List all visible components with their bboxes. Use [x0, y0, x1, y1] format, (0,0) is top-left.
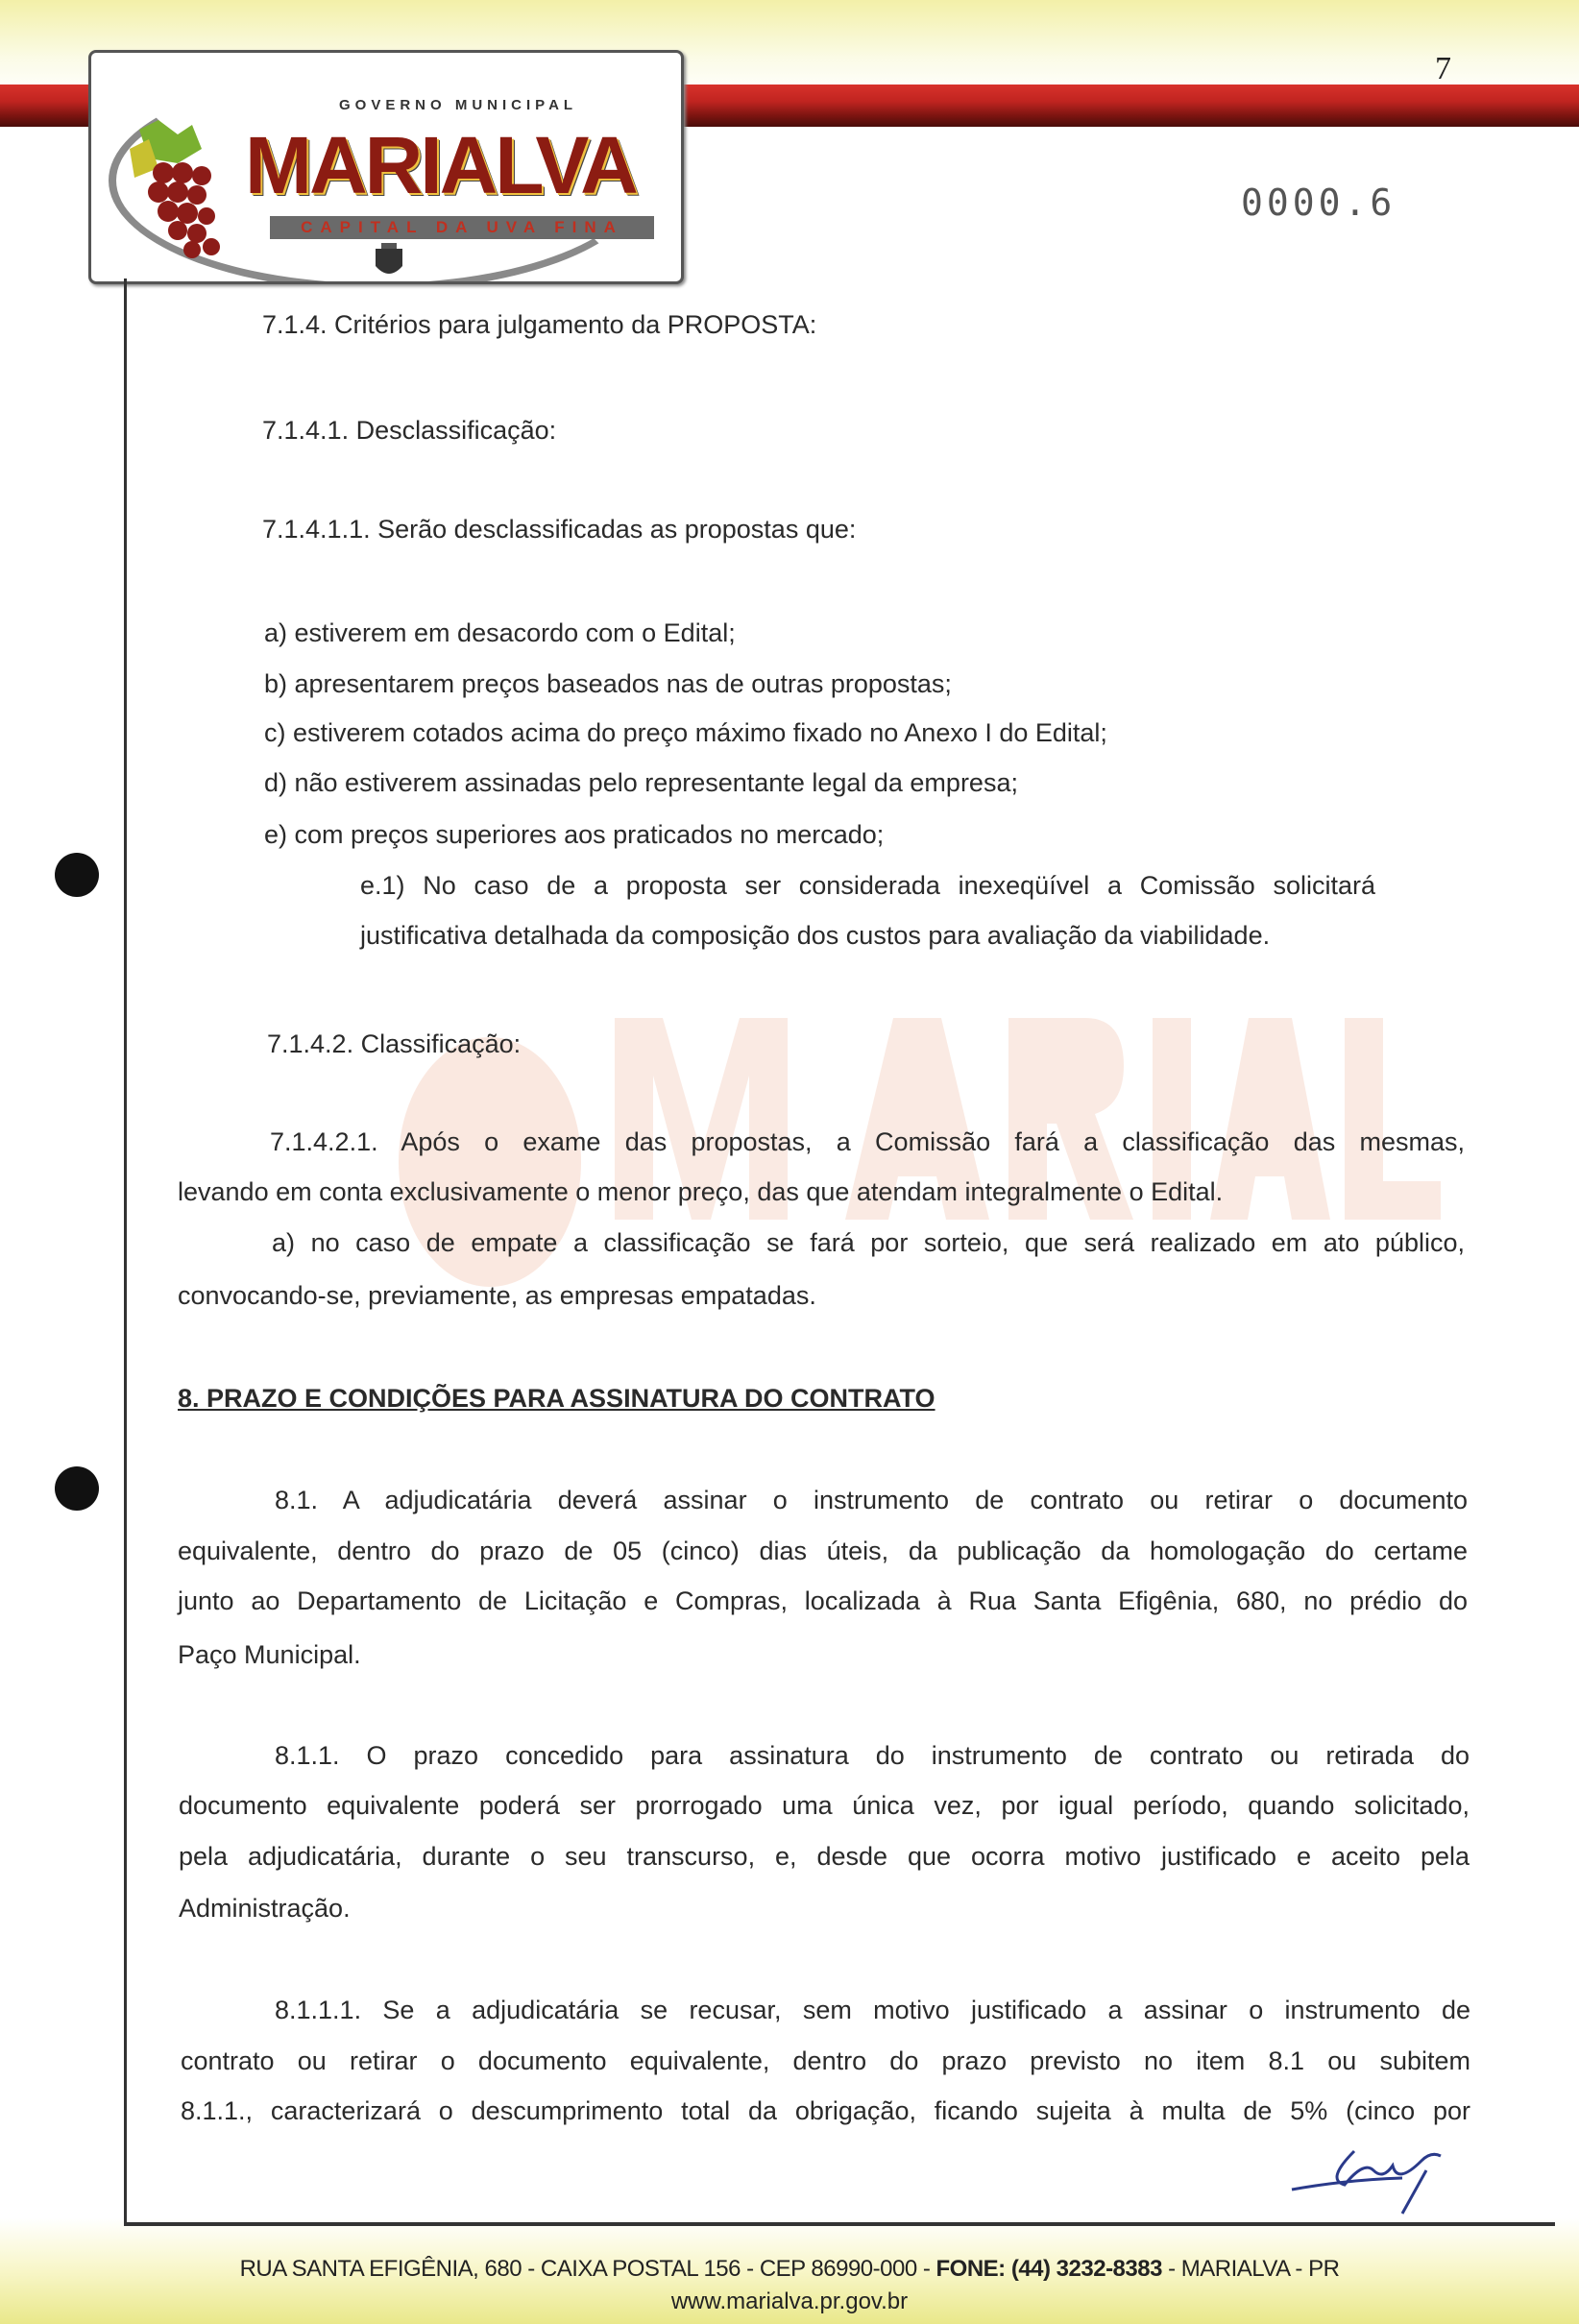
punch-hole: [55, 853, 99, 897]
list-item: e) com preços superiores aos praticados no mercado;: [264, 820, 885, 849]
section-7-1-4-2: 7.1.4.2. Classificação:: [267, 1029, 522, 1058]
list-item: d) não estiverem assinadas pelo representante legal da empresa;: [264, 768, 1018, 797]
logo-government-label: GOVERNO MUNICIPAL: [339, 97, 578, 113]
paragraph-line: 8.1. A adjudicatária deverá assinar o instrumento de contrato ou retirar o documento: [275, 1486, 1468, 1514]
logo-city-name: MARIALVA: [245, 120, 636, 210]
left-border-line: [124, 278, 127, 2224]
paragraph-line: convocando-se, previamente, as empresas empatadas.: [178, 1281, 816, 1310]
list-item: c) estiverem cotados acima do preço máximo fixado no Anexo I do Edital;: [264, 718, 1107, 747]
footer-street: RUA SANTA EFIGÊNIA, 680 - CAIXA POSTAL 156 - CEP 86990-000 -: [239, 2256, 936, 2282]
logo-tagline: CAPITAL DA UVA FINA: [270, 216, 654, 239]
paragraph-line: 8.1.1.1. Se a adjudicatária se recusar, sem motivo justificado a assinar o instrumento de: [275, 1996, 1470, 2024]
footer-address: [0, 2255, 1579, 2284]
paragraph-line: Paço Municipal.: [178, 1640, 361, 1669]
footer-city: - MARIALVA - PR: [1161, 2256, 1340, 2282]
footer-phone: FONE: (44) 3232-8383: [935, 2256, 1162, 2282]
section-7-1-4: 7.1.4. Critérios para julgamento da PROPOSTA:: [262, 310, 817, 339]
sub-item-e1-cont: justificativa detalhada da composição dos custos para avaliação da viabilidade.: [360, 921, 1271, 950]
sheet-number-stamp: 0000.6: [1241, 182, 1397, 224]
sub-item-e1: e.1) No caso de a proposta ser considerada inexeqüível a Comissão solicitará: [360, 871, 1375, 900]
paragraph-line: 8.1.1. O prazo concedido para assinatura do instrumento de contrato ou retirada do: [275, 1741, 1470, 1770]
grapes-icon: [120, 120, 235, 264]
section-8-heading: 8. PRAZO E CONDIÇÕES PARA ASSINATURA DO CONTRATO: [178, 1384, 935, 1413]
paragraph-line: pela adjudicatária, durante o seu transcurso, e, desde que ocorra motivo justificado e aceito pela: [179, 1842, 1470, 1871]
paragraph-line: 7.1.4.2.1. Após o exame das propostas, a Comissão fará a classificação das mesmas,: [270, 1127, 1465, 1156]
paragraph-line: 8.1.1., caracterizará o descumprimento total da obrigação, ficando sujeita à multa de 5% (cinco por: [181, 2096, 1470, 2125]
paragraph-line: junto ao Departamento de Licitação e Compras, localizada à Rua Santa Efigênia, 680, no prédio do: [178, 1586, 1468, 1615]
paragraph-line: levando em conta exclusivamente o menor preço, das que atendam integralmente o Edital.: [178, 1177, 1224, 1206]
paragraph-line: documento equivalente poderá ser prorrogado uma única vez, por igual período, quando solicitado,: [179, 1791, 1470, 1820]
paragraph-line: contrato ou retirar o documento equivalente, dentro do prazo previsto no item 8.1 ou subitem: [181, 2046, 1470, 2075]
page-number: 7: [1435, 51, 1451, 86]
list-item: b) apresentarem preços baseados nas de outras propostas;: [264, 669, 952, 698]
section-7-1-4-1-1: 7.1.4.1.1. Serão desclassificadas as propostas que:: [262, 515, 857, 544]
paragraph-line: equivalente, dentro do prazo de 05 (cinco) dias úteis, da publicação da homologação do certame: [178, 1537, 1468, 1565]
bottom-border-line: [124, 2222, 1555, 2226]
punch-hole: [55, 1466, 99, 1511]
marialva-logo: [88, 50, 684, 284]
paragraph-line: a) no caso de empate a classificação se fará por sorteio, que será realizado em ato público,: [272, 1228, 1465, 1257]
coat-of-arms-icon: [370, 241, 408, 281]
signature: [1287, 2113, 1460, 2218]
paragraph-line: Administração.: [179, 1894, 351, 1923]
section-7-1-4-1: 7.1.4.1. Desclassificação:: [262, 416, 557, 445]
list-item: a) estiverem em desacordo com o Edital;: [264, 618, 736, 647]
footer-website[interactable]: www.marialva.pr.gov.br: [670, 2288, 909, 2314]
